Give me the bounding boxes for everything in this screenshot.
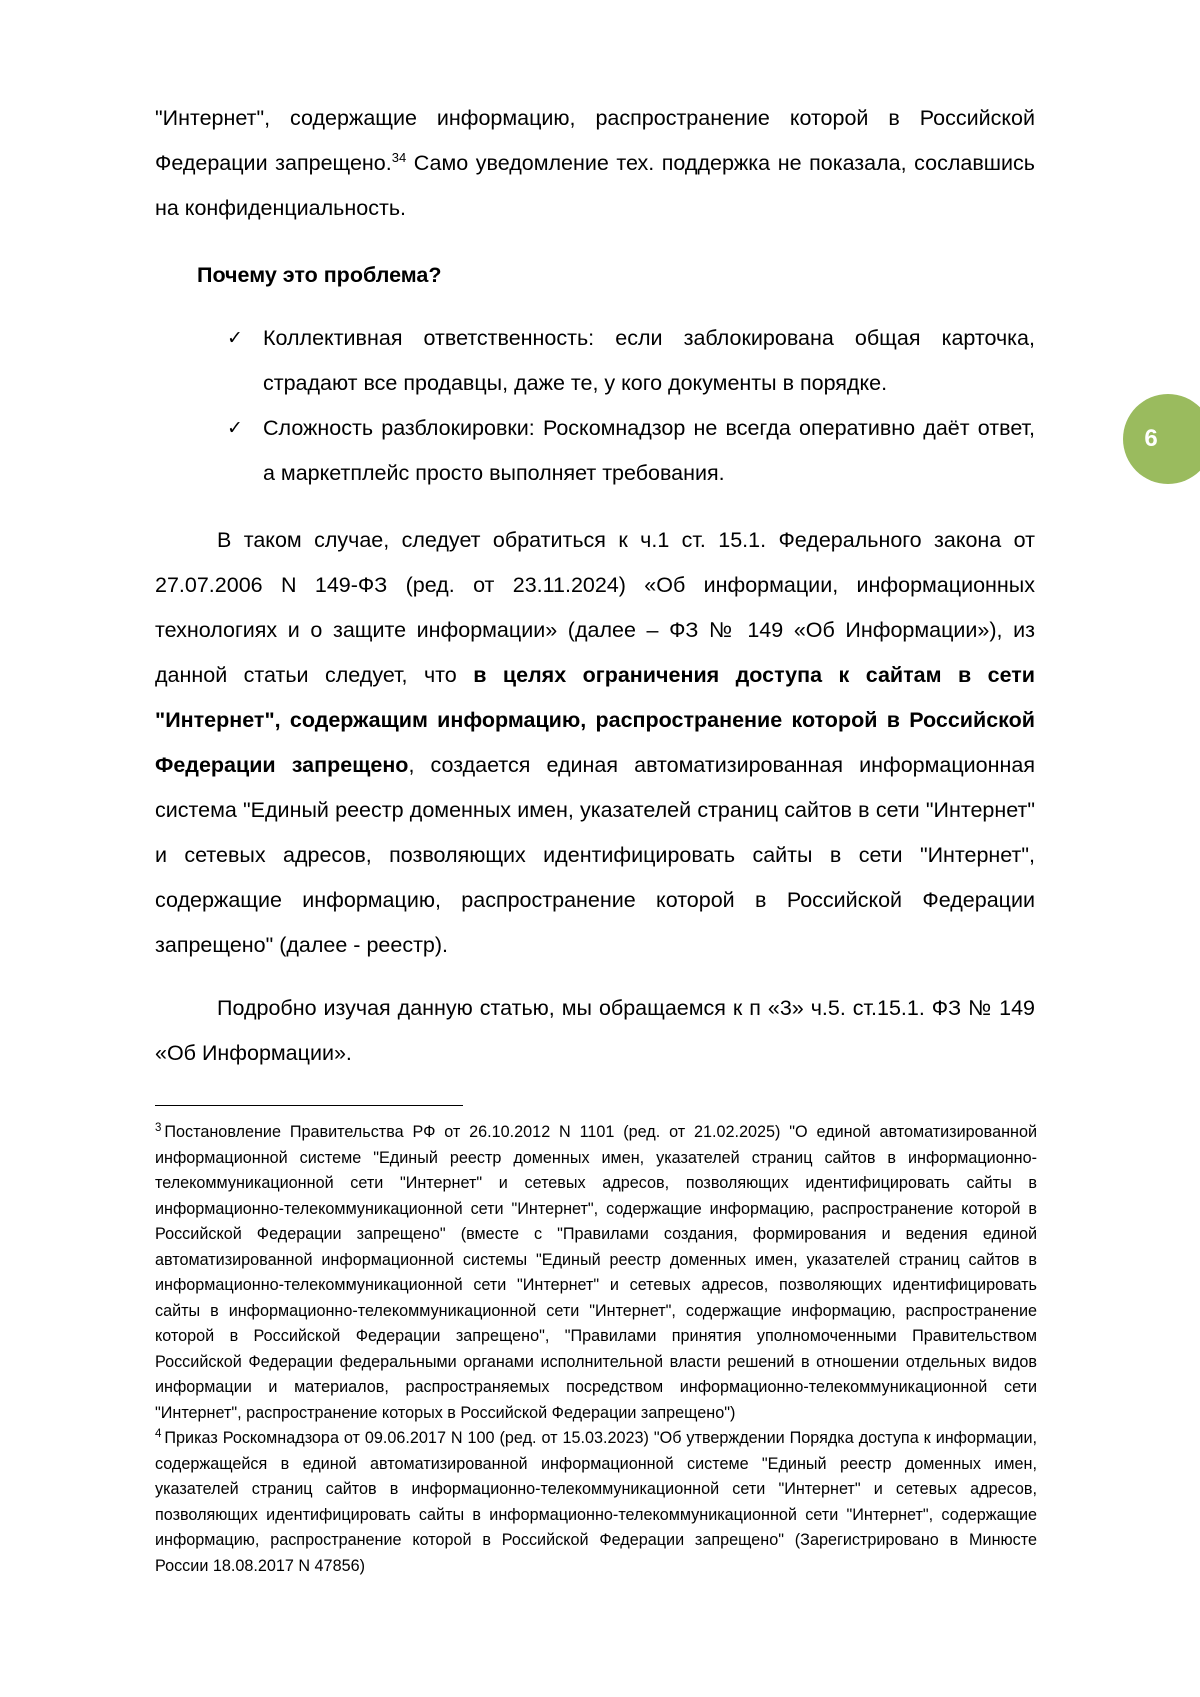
spacer bbox=[155, 298, 1035, 316]
footnote-separator-rule bbox=[155, 1105, 463, 1106]
section-heading: Почему это проблема? bbox=[197, 263, 442, 287]
list-item-text: Сложность разблокировки: Роскомнадзор не всегда оперативно даёт ответ, а маркетплейс просто выполняет требования. bbox=[263, 416, 1035, 485]
paragraph-intro bbox=[155, 96, 1035, 231]
paragraph-conclusion: Подробно изучая данную статью, мы обращаемся к п «3» ч.5. ст.15.1. ФЗ № 149 «Об Информации». bbox=[155, 996, 1035, 1065]
document-body bbox=[155, 96, 1035, 1076]
footnote-reference-34: 34 bbox=[391, 149, 407, 165]
spacer bbox=[155, 231, 1035, 253]
paragraph-intro-after-ref: Само уведомление тех. поддержка не показала, сославшись на конфиденциальность. bbox=[155, 151, 1035, 220]
footnote-4-marker: 4 bbox=[155, 1427, 162, 1440]
spacer bbox=[155, 496, 1035, 518]
footnote-4 bbox=[155, 1426, 1037, 1579]
paragraph-law-part2: , создается единая автоматизированная информационная система "Единый реестр доменных имен, указателей страниц сайтов в сети "Интернет" и сетевых адресов, позволяющих идентифицировать сайты в сети "Интернет", содержащие информацию, распространение которой в Российской Федерации запрещено" (далее - реестр). bbox=[155, 753, 1035, 957]
list-item bbox=[155, 406, 1035, 496]
list-item-text: Коллективная ответственность: если заблокирована общая карточка, страдают все продавцы, даже те, у кого документы в порядке. bbox=[263, 326, 1035, 395]
list-item bbox=[155, 316, 1035, 406]
page-number-badge: 6 bbox=[1123, 394, 1200, 484]
checkmark-icon: ✓ bbox=[227, 328, 243, 349]
spacer bbox=[155, 968, 1035, 986]
footnote-3 bbox=[155, 1120, 1037, 1426]
checkmark-icon: ✓ bbox=[227, 418, 243, 439]
paragraph-law-part1: В таком случае, следует обратиться к ч.1 ст. 15.1. Федерального закона от 27.07.2006 N 149-ФЗ (ред. от 23.11.2024) «Об информации, информационных технологиях и о защите информации» (далее – ФЗ № 149 «Об Информации»), из данной статьи следует, что bbox=[155, 528, 1035, 687]
paragraph-law-citation bbox=[155, 518, 1035, 968]
paragraph-law-bold-clause: в целях ограничения доступа к сайтам в сети "Интернет", содержащим информацию, распространение которой в Российской Федерации запрещено bbox=[155, 663, 1035, 777]
footnote-section bbox=[155, 1105, 1037, 1579]
footnote-3-marker: 3 bbox=[155, 1121, 162, 1134]
footnote-3-text: Постановление Правительства РФ от 26.10.2012 N 1101 (ред. от 21.02.2025) "О единой автоматизированной информационной системе "Единый реестр доменных имен, указателей страниц сайтов в информационно-телекоммуникационной сети "Интернет" и сетевых адресов, позволяющих идентифицировать сайты в информационно-телекоммуникационной сети "Интернет", содержащие информацию, распространение которой в Российской Федерации запрещено" (вместе с "Правилами создания, формирования и ведения единой автоматизированной информационной системы "Единый реестр доменных имен, указателей страниц сайтов в информационно-телекоммуникационной сети "Интернет" и сетевых адресов, позволяющих идентифицировать сайты в информационно-телекоммуникационной сети "Интернет", содержащие информацию, распространение которой в Российской Федерации запрещено", "Правилами принятия уполномоченными Правительством Российской Федерации федеральными органами исполнительной власти решений в отношении отдельных видов информации и материалов, распространяемых посредством информационно-телекоммуникационной сети "Интернет", распространение которых в Российской Федерации запрещено") bbox=[155, 1123, 1037, 1422]
footnote-4-text: Приказ Роскомнадзора от 09.06.2017 N 100 (ред. от 15.03.2023) "Об утверждении Порядка доступа к информации, содержащейся в единой автоматизированной информационной системе "Единый реестр доменных имен, указателей страниц сайтов в информационно-телекоммуникационной сети "Интернет" и сетевых адресов, позволяющих идентифицировать сайты в информационно-телекоммуникационной сети "Интернет", содержащие информацию, распространение которой в Российской Федерации запрещено" (Зарегистрировано в Минюсте России 18.08.2017 N 47856) bbox=[155, 1429, 1037, 1575]
problem-bullet-list bbox=[155, 316, 1035, 496]
paragraph-intro-before-ref: "Интернет", содержащие информацию, распространение которой в Российской Федерации запрещено. bbox=[155, 106, 1035, 175]
